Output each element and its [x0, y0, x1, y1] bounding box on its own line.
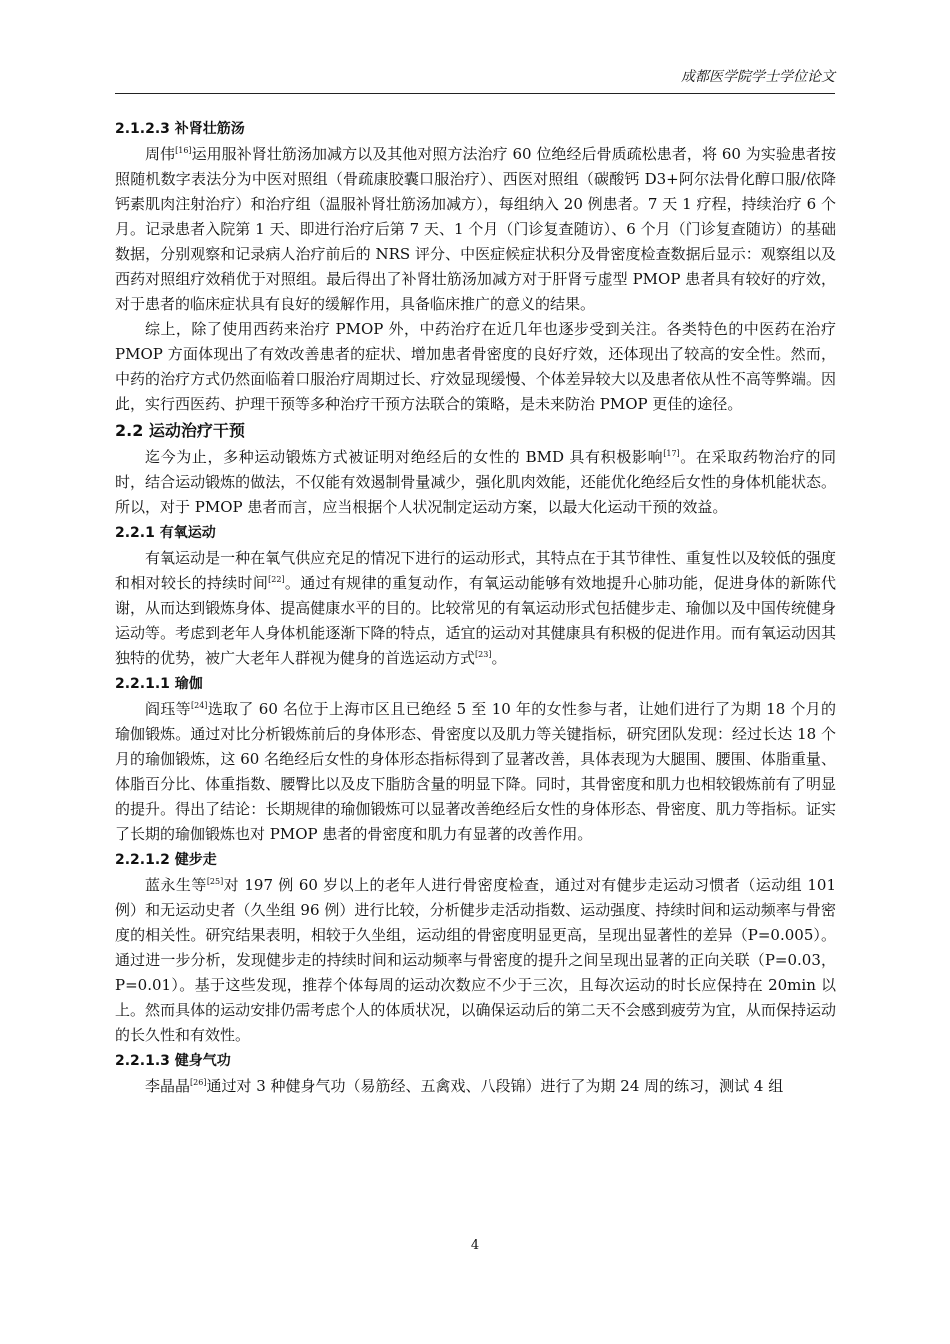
paragraph-text: 。在采取药物治疗的同时，结合运动锻炼的做法，不仅能有效遏制骨量减少，强化肌肉效能，还能优化绝经后女性的身体机能状态。所以，对于 PMOP 患者而言，应当根据个人状况制定运动方案，以最大化运动干预的效益。 — [115, 448, 836, 516]
paragraph-text: 迄今为止，多种运动锻炼方式被证明对绝经后的女性的 BMD 具有积极影响 — [145, 448, 664, 466]
paragraph — [115, 142, 836, 317]
section-heading: 2.2 运动治疗干预 — [115, 421, 245, 440]
paragraph-text: 周伟 — [145, 145, 176, 163]
paragraph-text: 对 197 例 60 岁以上的老年人进行骨密度检查，通过对有健步走运动习惯者（运动组 101 例）和无运动史者（久坐组 96 例）进行比较，分析健步走活动指数、运动强度、持续时间和运动频率与骨密度的相关性。研究结果表明，相较于久坐组，运动组的骨密度明显更高，呈现出显著性的差异（P=0.005）。通过进一步分析，发现健步走的持续时间和运动频率与骨密度的提升之间呈现出显著的正向关联（P=0.03，P=0.01）。基于这些发现，推荐个体每周的运动次数应不少于三次，且每次运动的时长应保持在 20min 以上。然而具体的运动安排仍需考虑个人的体质状况，以确保运动后的第二天不会感到疲劳为宜，从而保持运动的长久性和有效性。 — [115, 876, 836, 1044]
paragraph — [115, 445, 836, 520]
citation-ref: [17] — [663, 449, 680, 458]
paragraph — [115, 1074, 836, 1099]
paragraph-text: 通过对 3 种健身气功（易筋经、五禽戏、八段锦）进行了为期 24 周的练习，测试 4 组 — [206, 1077, 784, 1095]
paragraph — [115, 317, 836, 417]
paragraph-text: 有氧运动是一种在氧气供应充足的情况下进行的运动形式，其特点在于其节律性、重复性以及较低的强度和相对较长的持续时间 — [115, 549, 836, 592]
page-number: 4 — [470, 1238, 480, 1253]
citation-ref: [16] — [175, 146, 192, 155]
paragraph — [115, 697, 836, 847]
subsection-heading: 2.2.1.2 健步走 — [115, 852, 217, 868]
subsection-heading: 2.2.1.1 瑜伽 — [115, 676, 203, 692]
subsection-heading: 2.2.1.3 健身气功 — [115, 1053, 231, 1069]
paragraph-text: 阎珏等 — [145, 700, 191, 718]
paragraph-text: 选取了 60 名位于上海市区且已绝经 5 至 10 年的女性参与者，让她们进行了为期 18 个月的瑜伽锻炼。通过对比分析锻炼前后的身体形态、骨密度以及肌力等关键指标，研究团队发现：经过长达 18 个月的瑜伽锻炼，这 60 名绝经后女性的身体形态指标得到了显著改善，具体表现为大腿围、腰围、体脂重量、体脂百分比、体重指数、腰臀比以及皮下脂肪含量的明显下降。同时，其骨密度和肌力也相较锻炼前有了明显的提升。得出了结论：长期规律的瑜伽锻炼可以显著改善绝经后女性的身体形态、骨密度、肌力等指标。证实了长期的瑜伽锻炼也对 PMOP 患者的骨密度和肌力有显著的改善作用。 — [115, 700, 836, 843]
body-text — [115, 116, 836, 1099]
citation-ref: [26] — [190, 1078, 207, 1087]
paragraph — [115, 546, 836, 671]
subsection-heading: 2.2.1 有氧运动 — [115, 525, 216, 541]
subsection-heading: 2.1.2.3 补肾壮筋汤 — [115, 121, 245, 137]
citation-ref: [22] — [268, 575, 285, 584]
paragraph-text: 综上，除了使用西药来治疗 PMOP 外，中药治疗在近几年也逐步受到关注。各类特色的中医药在治疗 PMOP 方面体现出了有效改善患者的症状、增加患者骨密度的良好疗效，还体现出了较高的安全性。然而，中药的治疗方式仍然面临着口服治疗周期过长、疗效显现缓慢、个体差异较大以及患者依从性不高等弊端。因此，实行西医药、护理干预等多种治疗干预方法联合的策略，是未来防治 PMOP 更佳的途径。 — [115, 320, 836, 413]
paragraph-text: 运用服补肾壮筋汤加减方以及其他对照方法治疗 60 位绝经后骨质疏松患者，将 60 为实验患者按照随机数字表法分为中医对照组（骨疏康胶囊口服治疗）、西医对照组（碳酸钙 D3+阿尔法骨化醇口服/依降钙素肌肉注射治疗）和治疗组（温服补肾壮筋汤加减方），每组纳入 20 例患者。7 天 1 疗程，持续治疗 6 个月。记录患者入院第 1 天、即进行治疗后第 7 天、1 个月（门诊复查随访）、6 个月（门诊复查随访）的基础数据，分别观察和记录病人治疗前后的 NRS 评分、中医症候症状积分及骨密度检查数据后显示：观察组以及西药对照组疗效稍优于对照组。最后得出了补肾壮筋汤加减方对于肝肾亏虚型 PMOP 患者具有较好的疗效，对于患者的临床症状具有良好的缓解作用，具备临床推广的意义的结果。 — [115, 145, 836, 313]
paragraph-text: 。通过有规律的重复动作，有氧运动能够有效地提升心肺功能，促进身体的新陈代谢，从而达到锻炼身体、提高健康水平的目的。比较常见的有氧运动形式包括健步走、瑜伽以及中国传统健身运动等。考虑到老年人身体机能逐渐下降的特点，适宜的运动对其健康具有积极的促进作用。而有氧运动因其独特的优势，被广大老年人群视为健身的首选运动方式 — [115, 574, 836, 667]
citation-ref: [24] — [190, 701, 208, 710]
running-header-title: 成都医学院学士学位论文 — [681, 69, 835, 85]
paragraph — [115, 873, 836, 1048]
header-rule — [115, 93, 835, 94]
paragraph-text: 蓝永生等 — [145, 876, 207, 894]
paragraph-text: 。 — [491, 649, 507, 667]
citation-ref: [25] — [206, 877, 224, 886]
citation-ref: [23] — [475, 650, 492, 659]
paragraph-text: 李晶晶 — [145, 1077, 191, 1095]
